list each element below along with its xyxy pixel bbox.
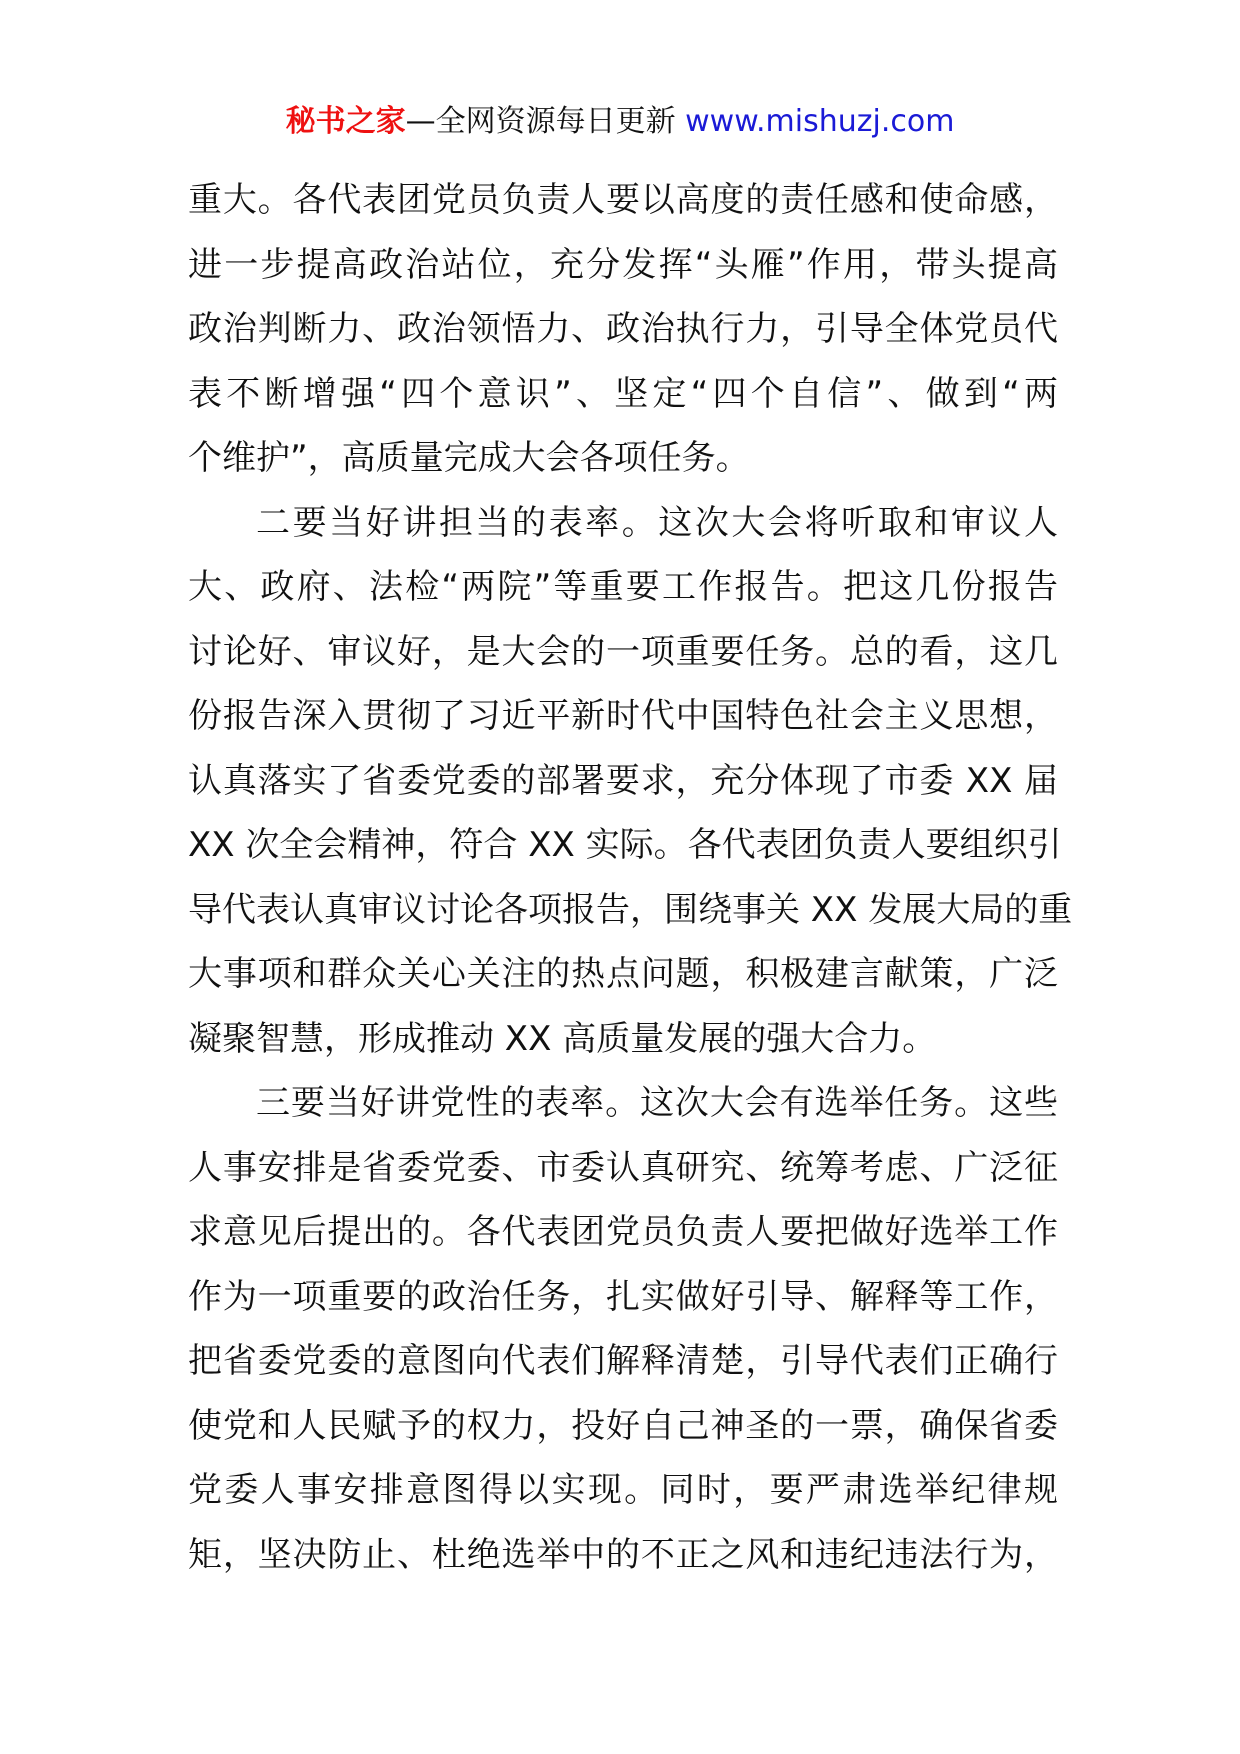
- brand-name: 秘书之家: [285, 104, 406, 139]
- text-line: 矩，坚决防止、杜绝选举中的不正之风和违纪违法行为，: [188, 1534, 1058, 1575]
- document-body: [188, 168, 1073, 1587]
- text-line: 重大。各代表团党员负责人要以高度的责任感和使命感，: [188, 180, 1058, 220]
- text-line: 使党和人民赋予的权力，投好自己神圣的一票，确保省委: [188, 1405, 1058, 1446]
- text-line: 凝聚智慧，形成推动 XX 高质量发展的强大合力。: [188, 1018, 937, 1059]
- text-line: 作为一项重要的政治任务，扎实做好引导、解释等工作，: [188, 1276, 1058, 1317]
- text-line: XX 次全会精神，符合 XX 实际。各代表团负责人要组织引: [188, 825, 1062, 865]
- text-line: 党委人事安排意图得以实现。同时，要严肃选举纪律规: [188, 1470, 1058, 1510]
- paragraph-start-line: 二要当好讲担当的表率。这次大会将听取和审议人: [256, 502, 1058, 543]
- text-line: 政治判断力、政治领悟力、政治执行力，引导全体党员代: [188, 309, 1058, 349]
- text-line: 导代表认真审议讨论各项报告，围绕事关 XX 发展大局的重: [188, 889, 1073, 930]
- site-url-link[interactable]: www.mishuzj.com: [685, 104, 955, 139]
- text-line: 把省委党委的意图向代表们解释清楚，引导代表们正确行: [188, 1341, 1058, 1381]
- text-line: 表不断增强“四个意识”、坚定“四个自信”、做到“两: [188, 373, 1058, 414]
- text-line: 讨论好、审议好，是大会的一项重要任务。总的看，这几: [188, 631, 1058, 672]
- text-line: 进一步提高政治站位，充分发挥“头雁”作用，带头提高: [188, 244, 1058, 285]
- text-line: 认真落实了省委党委的部署要求，充分体现了市委 XX 届: [188, 760, 1058, 801]
- text-line: 大、政府、法检“两院”等重要工作报告。把这几份报告: [188, 567, 1058, 607]
- text-line: 个维护”，高质量完成大会各项任务。: [188, 438, 750, 478]
- page-header: [0, 100, 1240, 144]
- paragraph-start-line: 三要当好讲党性的表率。这次大会有选举任务。这些: [256, 1083, 1058, 1123]
- text-line: 大事项和群众关心关注的热点问题，积极建言献策，广泛: [188, 954, 1058, 994]
- text-line: 人事安排是省委党委、市委认真研究、统筹考虑、广泛征: [188, 1147, 1058, 1188]
- header-tagline: —全网资源每日更新: [405, 104, 686, 139]
- text-line: 求意见后提出的。各代表团党员负责人要把做好选举工作: [188, 1212, 1058, 1252]
- text-line: 份报告深入贯彻了习近平新时代中国特色社会主义思想，: [188, 696, 1058, 736]
